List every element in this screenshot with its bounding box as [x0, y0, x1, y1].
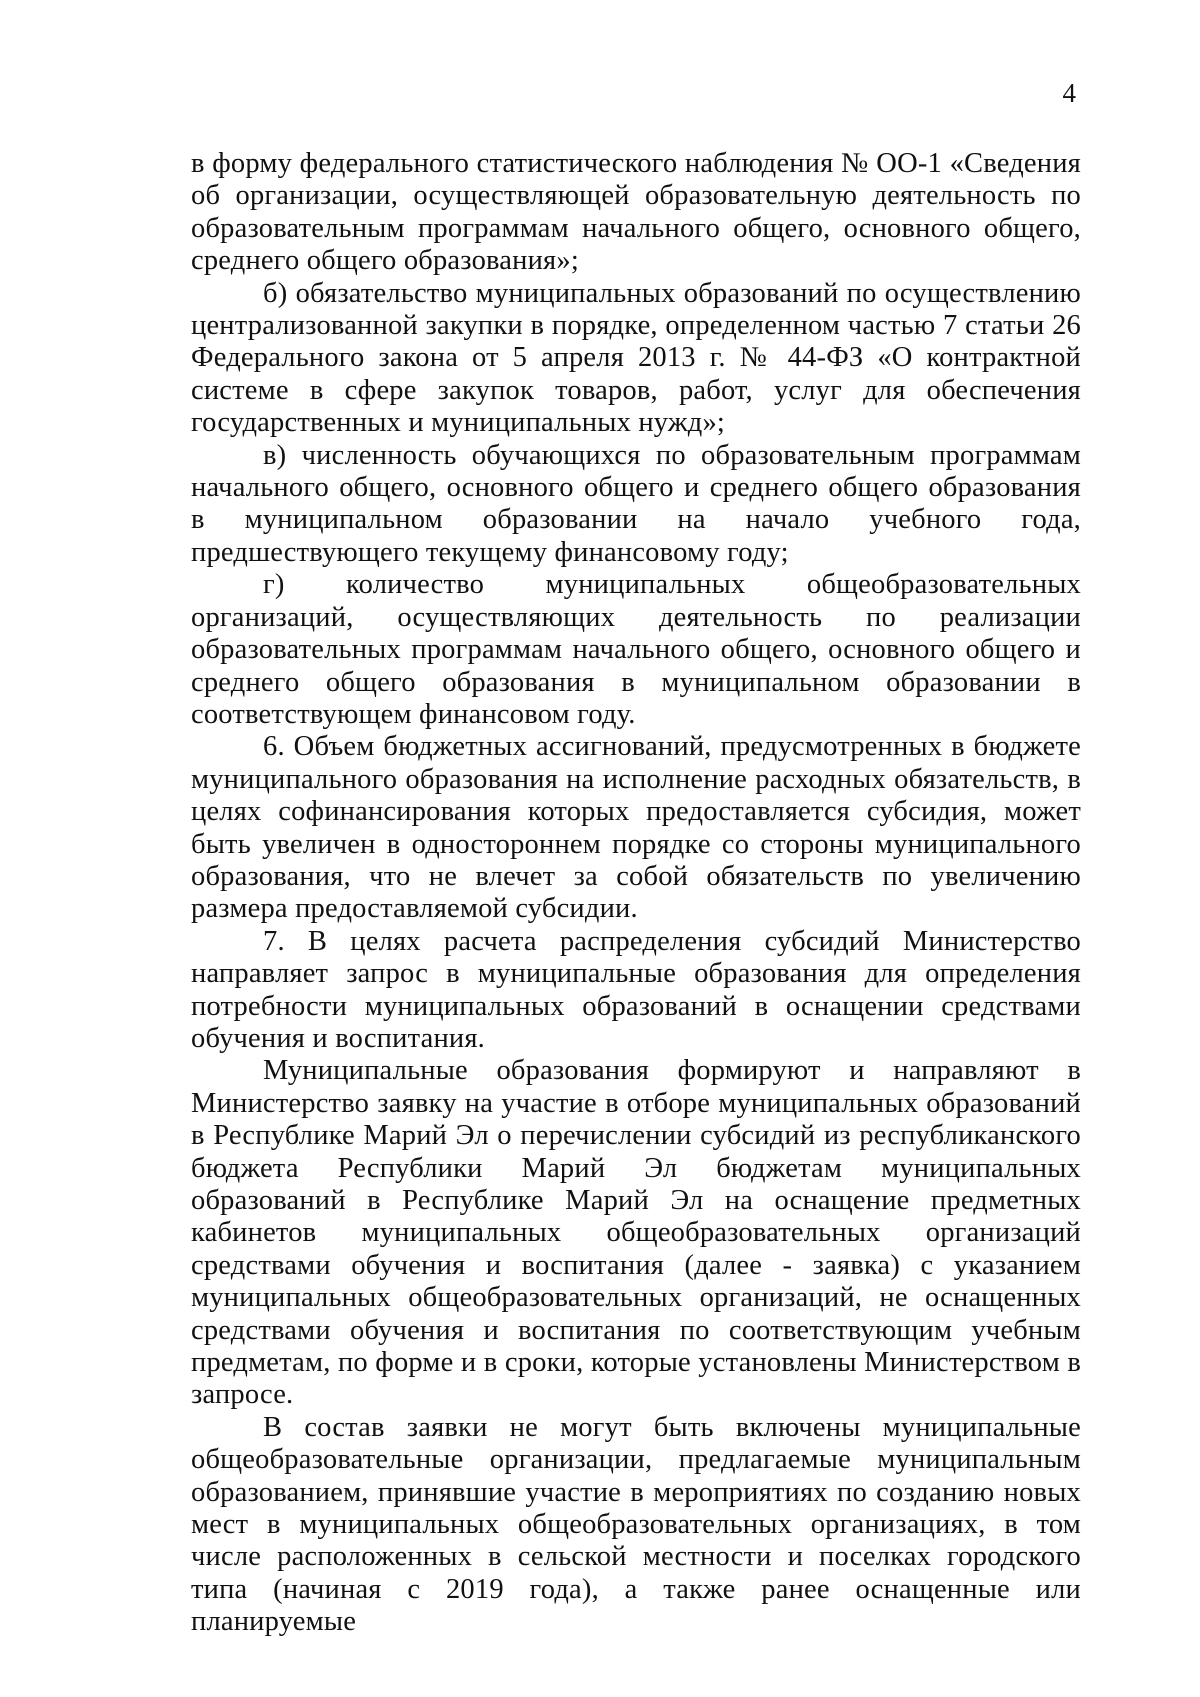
paragraph-application: Муниципальные образования формируют и направляют в Министерство заявку на участие в отборе муниципальных образований в Республике Марий Эл о перечислении субсидий из республиканского бюджета Республики Марий Эл бюджетам муниципальных образований в Республике Марий Эл на оснащение предметных кабинетов муниципальных общеобразовательных организаций средствами обучения и воспитания (далее - заявка) с указанием муниципальных общеобразовательных организаций, не оснащенных средствами обучения и воспитания по соответствующим учебным предметам, по форме и в сроки, которые установлены Министерством в запросе. — [191, 1055, 1081, 1411]
paragraph-clause-7: 7. В целях расчета распределения субсидий Министерство направляет запрос в муниципальные образования для определения потребности муниципальных образований в оснащении средствами обучения и воспитания. — [191, 925, 1081, 1054]
paragraph-item-v: в) численность обучающихся по образовательным программам начального общего, основного общего и среднего общего образования в муниципальном образовании на начало учебного года, предшествующего текущему финансовому году; — [191, 439, 1081, 568]
paragraph-item-b: б) обязательство муниципальных образований по осуществлению централизованной закупки в порядке, определенном частью 7 статьи 26 Федерального закона от 5 апреля 2013 г. № 44-ФЗ «О контрактной системе в сфере закупок товаров, работ, услуг для обеспечения государственных и муниципальных нужд»; — [191, 277, 1081, 439]
document-body — [191, 148, 1081, 1639]
paragraph-item-g: г) количество муниципальных общеобразовательных организаций, осуществляющих деятельность по реализации образовательных программам начального общего, основного общего и среднего общего образования в муниципальном образовании в соответствующем финансовом году. — [191, 569, 1081, 730]
paragraph-continuation: в форму федерального статистического наблюдения № ОО-1 «Сведения об организации, осуществляющей образовательную деятельность по образовательным программам начального общего, основного общего, среднего общего образования»; — [191, 148, 1081, 277]
paragraph-clause-6: 6. Объем бюджетных ассигнований, предусмотренных в бюджете муниципального образования на исполнение расходных обязательств, в целях софинансирования которых предоставляется субсидия, может быть увеличен в одностороннем порядке со стороны муниципального образования, что не влечет за собой обязательств по увеличению размера предоставляемой субсидии. — [191, 731, 1081, 925]
paragraph-application-exclusions: В состав заявки не могут быть включены муниципальные общеобразовательные организации, предлагаемые муниципальным образованием, принявшие участие в мероприятиях по созданию новых мест в муниципальных общеобразовательных организациях, в том числе расположенных в сельской местности и поселках городского типа (начиная с 2019 года), а также ранее оснащенные или планируемые — [191, 1411, 1081, 1638]
page-number: 4 — [1062, 78, 1076, 108]
